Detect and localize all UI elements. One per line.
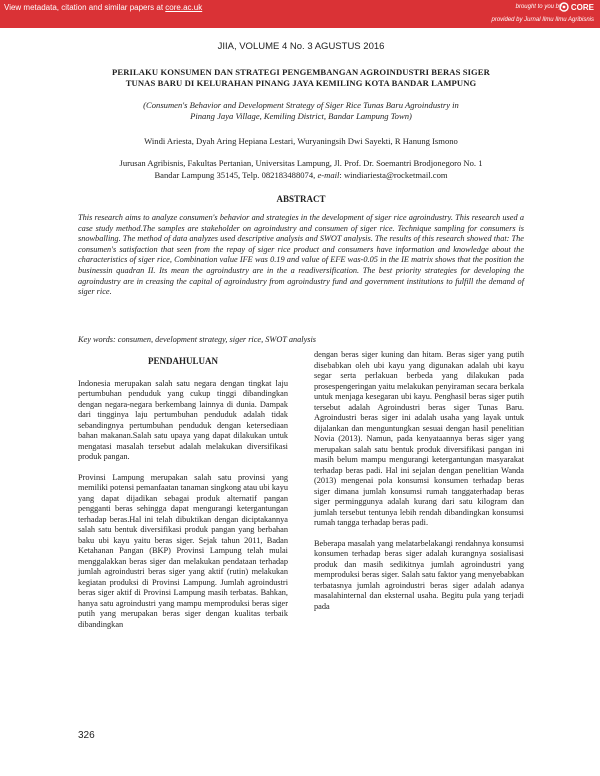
core-logo[interactable] — [559, 2, 594, 12]
paper-subtitle — [78, 100, 524, 122]
affiliation-address: Bandar Lampung 35145, Telp. 082183488074, — [154, 170, 318, 180]
title-line: TUNAS BARU DI KELURAHAN PINANG JAYA KEMILING KOTA BANDAR LAMPUNG — [125, 78, 477, 88]
email-address: : windiariesta@rocketmail.com — [339, 170, 448, 180]
subtitle-line: (Consumen's Behavior and Development Strategy of Siger Rice Tunas Baru Agroindustry in — [143, 100, 459, 110]
title-line: PERILAKU KONSUMEN DAN STRATEGI PENGEMBANGAN AGROINDUSTRI BERAS SIGER — [112, 67, 490, 77]
left-column — [78, 350, 288, 640]
metadata-link[interactable] — [4, 3, 202, 12]
core-banner — [0, 0, 600, 28]
right-column — [314, 350, 524, 622]
abstract-heading: ABSTRACT — [276, 194, 326, 204]
affiliation-contact — [78, 169, 524, 181]
keywords: Key words: consumen, development strategy, siger rice, SWOT analysis — [78, 335, 317, 344]
core-logo-label: CORE — [570, 2, 594, 12]
metadata-prefix: View metadata, citation and similar papers at — [4, 3, 166, 12]
provided-by-label: provided by Jurnal Ilmu Ilmu Agribisnis — [491, 17, 594, 23]
paper-title — [78, 67, 524, 89]
section-heading: PENDAHULUAN — [147, 356, 218, 366]
body-paragraph: Beberapa masalah yang melatarbelakangi rendahnya konsumsi konsumen terhadap beras siger adalah kurangnya sosialisasi produk dan masih sedikitnya jumlah agroindustri yang memproduksi beras siger. Salah satu faktor yang menyebabkan terbatasnya jumlah agroindustri beras siger adalah adanya masalahinternal dan eksternal usaha. Begitu pula yang terjadi pada — [314, 538, 524, 611]
core-logo-icon — [559, 2, 569, 12]
affiliation-line: Jurusan Agribisnis, Fakultas Pertanian, Universitas Lampung, Jl. Prof. Dr. Soemantri Brodjonegoro No. 1 — [119, 158, 483, 168]
body-paragraph: Provinsi Lampung merupakan salah satu provinsi yang memiliki potensi pemanfaatan tanaman singkong atau ubi kayu yang dapat dijadikan sebagai produk alternatif pangan pengganti beras sehingga dapat mengurangi ketergantungan terhadap beras.Hal ini telah dibuktikan dengan diciptakannya salah satu bentuk diversifikasi produk pangan yang berbahan baku ubi kayu yaitu beras siger. Sejak tahun 2011, Badan Ketahanan Pangan (BKP) Provinsi Lampung telah mulai menggalakkan beras siger dan melakukan pendataan terhadap jumlah agroindustri beras siger yang aktif (rutin) melakukan kegiatan produksi di Provinsi Lampung. Jumlah agroindustri beras siger aktif di Provinsi Lampung masih terbatas. Bahkan, hanya satu agroindustri yang mampu memproduksi beras siger putih yang merupakan beras siger dengan kualitas terbaik dibandingkan — [78, 472, 288, 629]
brought-to-you-label: brought to you by — [515, 4, 562, 10]
email-label: e-mail — [317, 170, 340, 180]
page-number: 326 — [78, 730, 95, 741]
affiliation — [78, 157, 524, 181]
body-paragraph: Indonesia merupakan salah satu negara dengan tingkat laju pertumbuhan penduduk yang cukup tinggi dibandingkan dengan negara-negara berkembang lainnya di dunia. Dampak dari tingginya laju pertumbuhan penduduk adalah tidak sebandingnya pertumbuhan penduduk dengan ketersediaan bahan makanan.Salah satu upaya yang dapat dilakukan untuk mengatasi masalah tersebut adalah melakukan diversifikasi produk pangan. — [78, 378, 288, 461]
abstract-text: This research aims to analyze consumen's behavior and strategies in the development of siger rice agroindustry. This research used a case study method.The samples are stakeholder on agroindustry and consumen of siger rice. Technique sampling for consumers is snowballing. The method of data analyzes used descriptive analysis and SWOT analysis. The results of this research showed that: The consumen's satisfaction that seen from the repay of siger rice product and consumers have information and knowledge about the characteristics of siger rice, Combination value IFE was 0.19 and value of EFE was-0.05 in the IE matrix shows that the position the businessin quadran II. Its mean the agroindustry are in the a readiversification. The best priority strategies for developing the agroindustry are in creasing the capital of agroindustry from agroindustry fund and government institutions to fulfill the demand of siger rice. — [78, 213, 524, 297]
journal-header: JIIA, VOLUME 4 No. 3 AGUSTUS 2016 — [217, 41, 385, 52]
body-paragraph: dengan beras siger kuning dan hitam. Beras siger yang putih disebabkan oleh ubi kayu yang digunakan adalah ubi kayu segar serta perlakuan berbeda yang dilakukan pada prosespengeringan yaitu melakukan penyiraman secara berkala untuk menjaga kesegaran ubi kayu. Penghasil beras siger putih tersebut adalah Agroindustri beras siger Tunas Baru. Agroindustri beras siger ini adalah usaha yang layak untuk dijalankan dan menguntungkan sesuai dengan hasil penelitian Novia (2013). Namun, pada kenyataannya beras siger yang merupakan salah satu bentuk produk diversifikasi pangan ini masih belum mampu mengurangi ketergantungan masyarakat terhadap beras padi. Hal ini sejalan dengan penelitian Wanda (2013) mengenai pola konsumsi konsumen terhadap beras siger dimana jumlah konsumsi rumah tanggaterhadap beras siger perminggunya adalah kurang dari satu kilogram dan jumlah tersebut tentunya lebih rendah dibandingkan konsumsi rumah tangga terhadap beras padi. — [314, 350, 524, 527]
core-link[interactable]: core.ac.uk — [165, 3, 203, 12]
author-list: Windi Ariesta, Dyah Aring Hepiana Lestari, Wuryaningsih Dwi Sayekti, R Hanung Ismono — [144, 136, 458, 146]
subtitle-line: Pinang Jaya Village, Kemiling District, Bandar Lampung Town) — [190, 111, 412, 121]
